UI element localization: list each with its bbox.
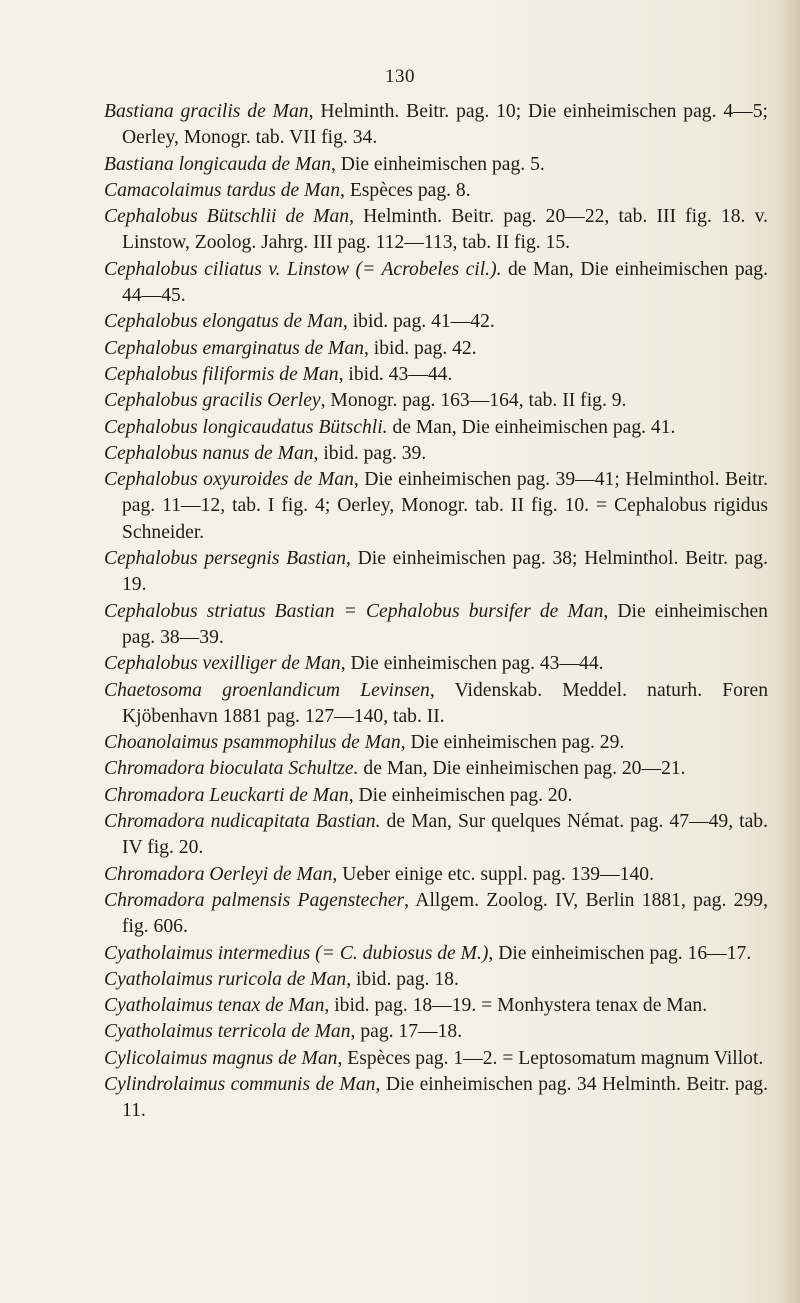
list-item xyxy=(104,888,768,941)
reference-text: , Die einheimischen pag. 20. xyxy=(348,784,573,806)
list-item xyxy=(104,993,768,1019)
list-item xyxy=(104,862,768,888)
reference-text: , Die einheimischen pag. 38; Helminthol. Beitr. pag. 19. xyxy=(122,548,768,596)
reference-text: , ibid. pag. 18. xyxy=(346,968,459,990)
species-name: Chromadora Leuckarti de Man xyxy=(104,784,349,806)
bibliography-list xyxy=(104,99,768,1125)
list-item xyxy=(104,730,768,756)
reference-text: , ibid. pag. 18—19. = Monhystera tenax de Man. xyxy=(324,995,708,1017)
list-item xyxy=(104,651,768,677)
species-name: Cephalobus gracilis Oerley xyxy=(104,390,321,412)
list-item xyxy=(104,388,768,414)
list-item xyxy=(104,1046,768,1072)
reference-text: , Ueber einige etc. suppl. pag. 139—140. xyxy=(332,863,654,885)
list-item xyxy=(104,257,768,310)
list-item xyxy=(104,336,768,362)
reference-text: , Die einheimischen pag. 5. xyxy=(330,153,545,175)
reference-text: , ibid. pag. 41—42. xyxy=(342,311,495,333)
reference-text: , Espèces pag. 8. xyxy=(340,179,471,201)
reference-text: , Die einheimischen pag. 29. xyxy=(400,732,625,754)
reference-text: , pag. 17—18. xyxy=(350,1021,463,1043)
reference-text: , Videnskab. Meddel. naturh. Foren Kjöbenhavn 1881 pag. 127—140, tab. II. xyxy=(122,679,768,727)
reference-text: , Helminth. Beitr. pag. 10; Die einheimischen pag. 4—5; Oerley, Monogr. tab. VII fig. 34. xyxy=(122,101,768,149)
species-name: Bastiana longicauda de Man xyxy=(104,153,331,175)
species-name: Cylicolaimus magnus de Man xyxy=(104,1047,338,1069)
list-item xyxy=(104,1019,768,1045)
species-name: Cylindrolaimus communis de Man xyxy=(104,1073,376,1095)
species-name: Cyatholaimus terricola de Man xyxy=(104,1021,351,1043)
reference-text: de Man, Die einheimischen pag. 44—45. xyxy=(122,258,769,307)
species-name: Cephalobus emarginatus de Man xyxy=(104,337,364,359)
list-item xyxy=(104,204,768,257)
species-name: Chromadora nudicapitata Bastian. xyxy=(104,811,381,833)
reference-text: , Die einheimischen pag. 39—41; Helminthol. Beitr. pag. 11—12, tab. I fig. 4; Oerley, Monogr. tab. II fig. 10. = Cephalobus rigidus Schneider. xyxy=(122,469,768,543)
reference-text: , ibid. 43—44. xyxy=(338,363,453,385)
species-name: Cephalobus ciliatus v. Linstow (= Acrobeles cil.). xyxy=(104,258,502,280)
list-item xyxy=(104,678,768,731)
species-name: Chromadora Oerleyi de Man xyxy=(104,863,333,885)
species-name: Chromadora bioculata Schultze. xyxy=(104,758,359,780)
species-name: Cephalobus nanus de Man xyxy=(104,442,314,464)
list-item xyxy=(104,415,768,441)
list-item xyxy=(104,178,768,204)
reference-text: , ibid. pag. 39. xyxy=(313,442,427,464)
species-name: Cephalobus oxyuroides de Man xyxy=(104,469,354,491)
list-item xyxy=(104,362,768,388)
list-item xyxy=(104,599,768,652)
list-item xyxy=(104,99,768,152)
species-name: Cephalobus longicaudatus Bütschli. xyxy=(104,416,388,438)
list-item xyxy=(104,756,768,782)
species-name: Cephalobus elongatus de Man xyxy=(104,311,343,333)
list-item xyxy=(104,152,768,178)
reference-text: de Man, Sur quelques Némat. pag. 47—49, tab. IV fig. 20. xyxy=(122,811,769,859)
species-name: Cyatholaimus tenax de Man xyxy=(104,995,325,1017)
species-name: Cephalobus persegnis Bastian xyxy=(104,548,347,570)
list-item xyxy=(104,941,768,967)
list-item xyxy=(104,467,768,546)
list-item xyxy=(104,309,768,335)
reference-text: de Man, Die einheimischen pag. 20—21. xyxy=(358,758,686,780)
reference-text: de Man, Die einheimischen pag. 41. xyxy=(387,416,676,438)
list-item xyxy=(104,967,768,993)
species-name: Camacolaimus tardus de Man xyxy=(104,179,341,201)
species-name: Cyatholaimus intermedius (= C. dubiosus de M.) xyxy=(104,942,489,964)
list-item xyxy=(104,783,768,809)
species-name: Chromadora palmensis Pagenstecher xyxy=(104,889,405,911)
list-item xyxy=(104,809,768,862)
species-name: Cephalobus striatus Bastian = Cephalobus bursifer de Man xyxy=(104,600,604,622)
list-item xyxy=(104,1072,768,1125)
species-name: Cyatholaimus ruricola de Man xyxy=(104,968,347,990)
reference-text: , Allgem. Zoolog. IV, Berlin 1881, pag. 299, fig. 606. xyxy=(122,889,768,938)
species-name: Cephalobus vexilliger de Man xyxy=(104,653,341,675)
species-name: Choanolaimus psammophilus de Man xyxy=(104,732,401,754)
reference-text: , Die einheimischen pag. 38—39. xyxy=(122,600,768,648)
reference-text: , Helminth. Beitr. pag. 20—22, tab. III fig. 18. v. Linstow, Zoolog. Jahrg. III pag. 112—113, tab. II fig. 15. xyxy=(122,206,769,254)
list-item xyxy=(104,546,768,599)
species-name: Cephalobus Bütschlii de Man xyxy=(104,206,350,228)
page-number: 130 xyxy=(385,66,415,87)
reference-text: , Die einheimischen pag. 43—44. xyxy=(340,653,604,675)
reference-text: , ibid. pag. 42. xyxy=(363,337,477,359)
species-name: Bastiana gracilis de Man xyxy=(104,101,309,122)
reference-text: , Die einheimischen pag. 34 Helminth. Beitr. pag. 11. xyxy=(122,1073,769,1122)
reference-text: , Die einheimischen pag. 16—17. xyxy=(488,942,752,964)
list-item xyxy=(104,441,768,467)
page-edge-shadow xyxy=(778,0,800,1303)
reference-text: , Monogr. pag. 163—164, tab. II fig. 9. xyxy=(320,390,627,412)
reference-text: , Espèces pag. 1—2. = Leptosomatum magnum Villot. xyxy=(337,1047,764,1069)
species-name: Cephalobus filiformis de Man xyxy=(104,363,339,385)
species-name: Chaetosoma groenlandicum Levinsen xyxy=(104,679,430,701)
